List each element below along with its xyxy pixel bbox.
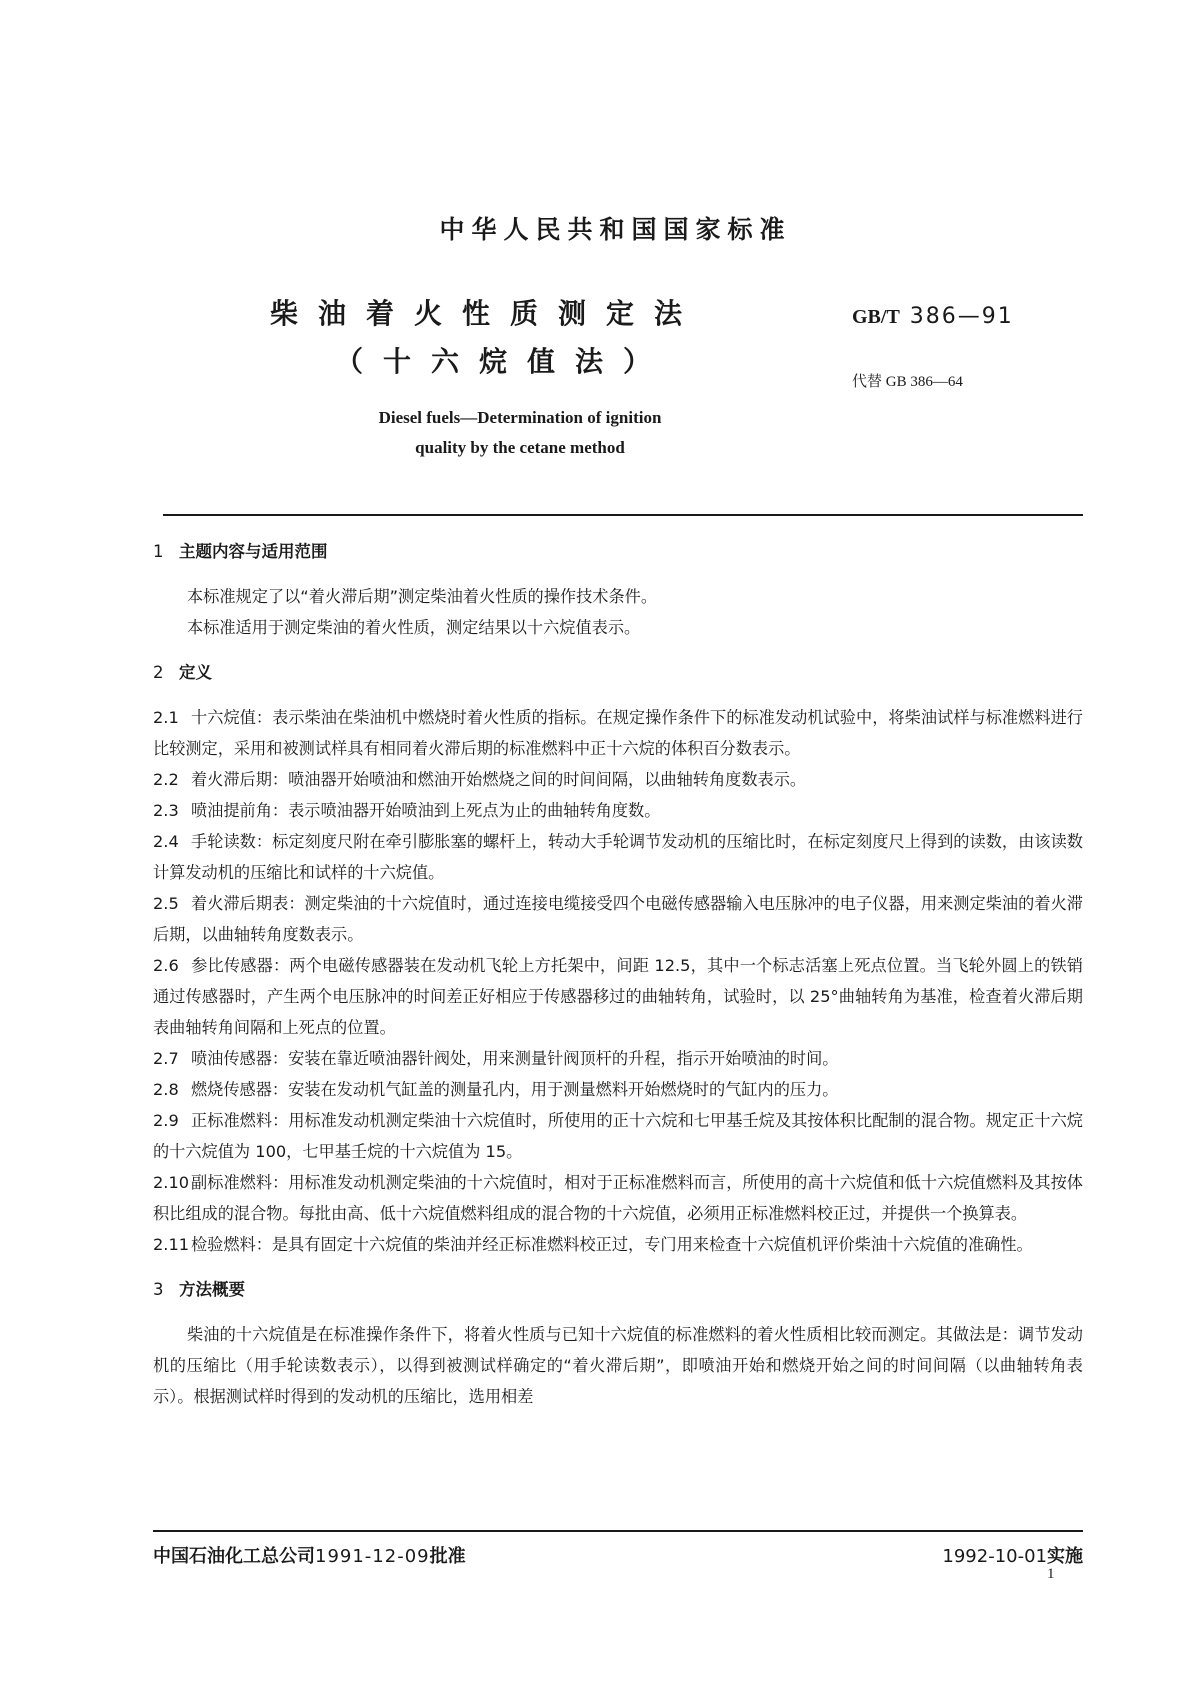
section-title: 主题内容与适用范围 — [179, 542, 328, 561]
section-heading-2 — [153, 657, 1083, 688]
approval-line — [153, 1542, 466, 1568]
section-number: 1 — [153, 542, 164, 561]
section-number: 2 — [153, 663, 164, 682]
definition-number: 2.2 — [153, 770, 179, 789]
definition-text: 燃烧传感器：安装在发动机气缸盖的测量孔内，用于测量燃料开始燃烧时的气缸内的压力。 — [191, 1080, 839, 1099]
definition-text: 着火滞后期表：测定柴油的十六烷值时，通过连接电缆接受四个电磁传感器输入电压脉冲的电子仪器，用来测定柴油的着火滞后期，以曲轴转角度数表示。 — [153, 894, 1083, 944]
standard-code-prefix: GB/T — [852, 306, 900, 328]
definition-number: 2.8 — [153, 1080, 179, 1099]
definition-text: 正标准燃料：用标准发动机测定柴油十六烷值时，所使用的正十六烷和七甲基壬烷及其按体积比配制的混合物。规定正十六烷的十六烷值为 100，七甲基壬烷的十六烷值为 15。 — [153, 1111, 1083, 1161]
definition-item — [153, 764, 1083, 795]
document-title: 柴油着火性质测定法 — [270, 297, 703, 330]
definition-number: 2.11 — [153, 1235, 190, 1254]
definition-item — [153, 826, 1083, 888]
definition-number: 2.3 — [153, 801, 179, 820]
definition-number: 2.6 — [153, 956, 179, 975]
definition-number: 2.10 — [153, 1173, 190, 1192]
standard-code-number: 386—91 — [909, 304, 1014, 329]
definition-number: 2.4 — [153, 832, 179, 851]
definition-item — [153, 1043, 1083, 1074]
effective-label: 实施 — [1047, 1546, 1083, 1567]
approval-label: 批准 — [429, 1546, 466, 1567]
definition-number: 2.9 — [153, 1111, 179, 1130]
definition-item — [153, 795, 1083, 826]
definition-item — [153, 950, 1083, 1043]
effective-line — [942, 1542, 1083, 1568]
header-divider — [163, 514, 1083, 516]
footer-divider — [153, 1530, 1083, 1532]
definition-item — [153, 888, 1083, 950]
definition-item — [153, 1074, 1083, 1105]
section-title: 定义 — [179, 663, 212, 682]
paragraph: 本标准规定了以“着火滞后期”测定柴油着火性质的操作技术条件。 — [187, 587, 658, 606]
section-heading-3 — [153, 1274, 1083, 1305]
document-body — [153, 536, 1083, 1412]
replaces-note: 代替 GB 386—64 — [852, 374, 963, 390]
definition-number: 2.1 — [153, 708, 179, 727]
definition-text: 副标准燃料：用标准发动机测定柴油的十六烷值时，相对于正标准燃料而言，所使用的高十六烷值和低十六烷值燃料及其按体积比组成的混合物。每批由高、低十六烷值燃料组成的混合物的十六烷值，必须用正标准燃料校正过，并提供一个换算表。 — [153, 1173, 1083, 1223]
definition-text: 喷油提前角：表示喷油器开始喷油到上死点为止的曲轴转角度数。 — [191, 801, 661, 820]
page-number: 1 — [1047, 1566, 1055, 1582]
english-title-line-1: Diesel fuels—Determination of ignition — [378, 408, 662, 427]
definition-text: 十六烷值：表示柴油在柴油机中燃烧时着火性质的指标。在规定操作条件下的标准发动机试验中，将柴油试样与标准燃料进行比较测定，采用和被测试样具有相同着火滞后期的标准燃料中正十六烷的体积百分数表示。 — [153, 708, 1083, 758]
paragraph: 柴油的十六烷值是在标准操作条件下，将着火性质与已知十六烷值的标准燃料的着火性质相比较而测定。其做法是：调节发动机的压缩比（用手轮读数表示），以得到被测试样确定的“着火滞后期”，即喷油开始和燃烧开始之间的时间间隔（以曲轴转角表示）。根据测试样时得到的发动机的压缩比，选用相差 — [153, 1325, 1083, 1406]
paragraph: 本标准适用于测定柴油的着火性质，测定结果以十六烷值表示。 — [187, 618, 641, 637]
standard-code — [852, 304, 1014, 329]
definition-text: 参比传感器：两个电磁传感器装在发动机飞轮上方托架中，间距 12.5，其中一个标志活塞上死点位置。当飞轮外圆上的铁销通过传感器时，产生两个电压脉冲的时间差正好相应于传感器移过的曲轴转角，试验时，以 25°曲轴转角为基准，检查着火滞后期表曲轴转角间隔和上死点的位置。 — [153, 956, 1083, 1037]
section-number: 3 — [153, 1280, 164, 1299]
definition-text: 着火滞后期：喷油器开始喷油和燃油开始燃烧之间的时间间隔，以曲轴转角度数表示。 — [191, 770, 807, 789]
document-subtitle: （十六烷值法） — [335, 345, 672, 378]
definition-item — [153, 1105, 1083, 1167]
effective-date: 1992-10-01 — [942, 1546, 1047, 1567]
definition-text: 喷油传感器：安装在靠近喷油器针阀处，用来测量针阀顶杆的升程，指示开始喷油的时间。 — [191, 1049, 839, 1068]
english-title-line-2: quality by the cetane method — [415, 438, 625, 457]
standard-type-heading: 中华人民共和国国家标准 — [439, 215, 792, 244]
section-title: 方法概要 — [179, 1280, 245, 1299]
approver: 中国石油化工总公司 — [153, 1546, 315, 1567]
definition-item — [153, 1229, 1083, 1260]
approval-date: 1991-12-09 — [315, 1546, 430, 1567]
definition-number: 2.5 — [153, 894, 179, 913]
definition-text: 手轮读数：标定刻度尺附在牵引膨胀塞的螺杆上，转动大手轮调节发动机的压缩比时，在标定刻度尺上得到的读数，由该读数计算发动机的压缩比和试样的十六烷值。 — [153, 832, 1083, 882]
definition-item — [153, 1167, 1083, 1229]
definition-number: 2.7 — [153, 1049, 179, 1068]
definition-item — [153, 702, 1083, 764]
definition-text: 检验燃料：是具有固定十六烷值的柴油并经正标准燃料校正过，专门用来检查十六烷值机评价柴油十六烷值的准确性。 — [191, 1235, 1033, 1254]
section-heading-1 — [153, 536, 1083, 567]
